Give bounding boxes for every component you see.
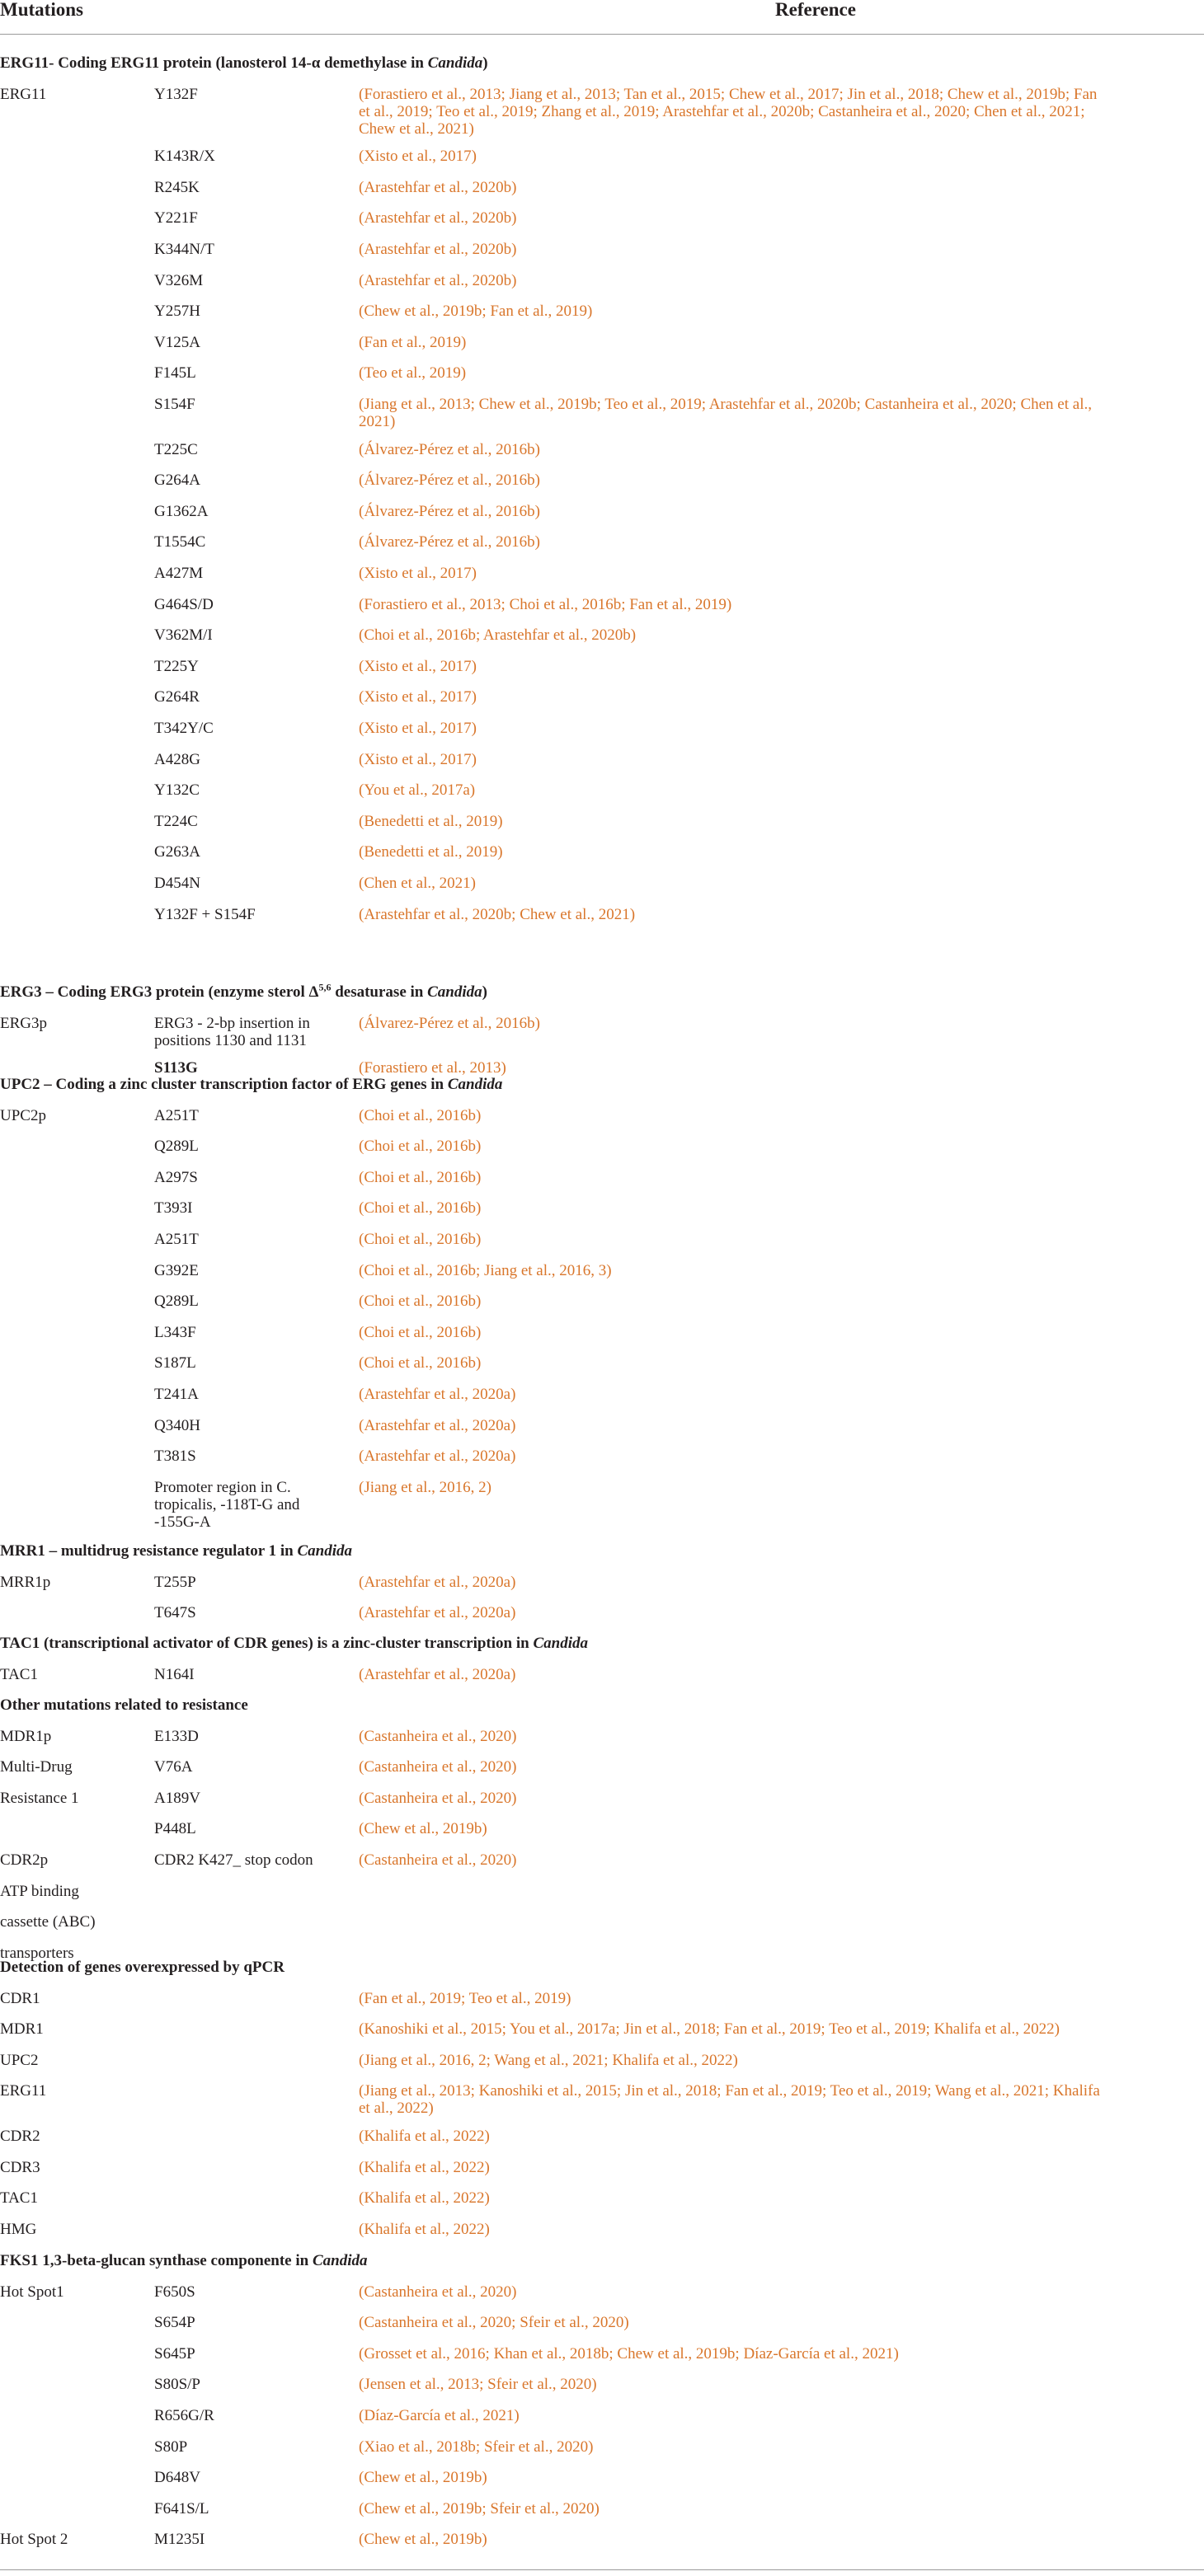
- reference-cell: (Jiang et al., 2013; Chew et al., 2019b; Teo et al., 2019; Arastehfar et al., 2020b; Castanheira et al., 2020; Chen et al.,: [359, 395, 1092, 413]
- mutation-cell: S154F: [154, 395, 195, 413]
- section-title: [0, 2252, 368, 2270]
- gene-cell: ERG3p: [0, 1014, 47, 1032]
- mutation-cell: T393I: [154, 1199, 193, 1218]
- gene-cell: CDR1: [0, 1989, 40, 2007]
- reference-cell: (Choi et al., 2016b): [359, 1106, 482, 1124]
- gene-cell: MRR1p: [0, 1573, 51, 1591]
- gene-cell: Hot Spot 2: [0, 2531, 68, 2549]
- gene-cell: ERG11: [0, 2082, 47, 2100]
- reference-cell: (Fan et al., 2019): [359, 333, 467, 351]
- gene-cell: transporters: [0, 1944, 74, 1962]
- mutation-cell: Promoter region in C.: [154, 1478, 291, 1496]
- mutation-cell: Q340H: [154, 1416, 200, 1434]
- mutation-cell: A251T: [154, 1230, 199, 1248]
- reference-cell: (Benedetti et al., 2019): [359, 843, 503, 861]
- mutation-cell: S113G: [154, 1059, 198, 1077]
- mutation-cell: T224C: [154, 812, 198, 830]
- reference-cell: (Arastehfar et al., 2020a): [359, 1385, 516, 1403]
- mutation-cell: N164I: [154, 1665, 195, 1683]
- mutation-cell: Y132C: [154, 781, 200, 800]
- reference-cell: (Álvarez-Pérez et al., 2016b): [359, 1014, 540, 1032]
- reference-cell: (Khalifa et al., 2022): [359, 2127, 490, 2145]
- header-rule: [0, 34, 1204, 35]
- reference-cell: (Teo et al., 2019): [359, 364, 467, 382]
- section-title-part: ERG11- Coding ERG11 protein (lanosterol 14-α demethylase in: [0, 54, 428, 72]
- reference-cell: (Khalifa et al., 2022): [359, 2189, 490, 2208]
- mutation-cell: Y132F: [154, 85, 198, 103]
- reference-cell: (Arastehfar et al., 2020b): [359, 240, 517, 258]
- header-reference: Reference: [775, 0, 856, 20]
- mutation-cell: M1235I: [154, 2531, 205, 2549]
- section-title-part: Other mutations related to resistance: [0, 1696, 248, 1714]
- mutation-cell: F650S: [154, 2283, 195, 2301]
- reference-cell: (Xisto et al., 2017): [359, 564, 477, 582]
- gene-cell: CDR2p: [0, 1851, 49, 1869]
- mutation-cell: tropicalis, -118T-G and: [154, 1495, 300, 1513]
- mutation-cell: D648V: [154, 2469, 200, 2487]
- mutation-cell: Y221F: [154, 209, 198, 228]
- section-title-part: Candida: [447, 1076, 503, 1093]
- gene-cell: UPC2: [0, 2051, 39, 2069]
- mutation-cell: P448L: [154, 1820, 196, 1838]
- reference-cell: (Castanheira et al., 2020): [359, 1758, 517, 1776]
- mutation-cell: T255P: [154, 1573, 196, 1591]
- reference-cell: (Chew et al., 2019b): [359, 2531, 487, 2549]
- reference-cell: (You et al., 2017a): [359, 781, 476, 800]
- mutation-cell: T647S: [154, 1604, 196, 1622]
- mutation-cell: G264R: [154, 688, 200, 706]
- mutation-cell: ERG3 - 2-bp insertion in: [154, 1014, 310, 1032]
- mutation-cell: G1362A: [154, 502, 209, 520]
- reference-cell: (Khalifa et al., 2022): [359, 2158, 490, 2176]
- reference-cell: (Choi et al., 2016b): [359, 1323, 482, 1341]
- reference-cell: (Castanheira et al., 2020): [359, 1789, 517, 1807]
- gene-cell: CDR2: [0, 2127, 40, 2145]
- section-title-part: ): [482, 983, 487, 1001]
- mutation-cell: G263A: [154, 843, 200, 861]
- mutation-cell: T381S: [154, 1448, 196, 1466]
- reference-cell: et al., 2022): [359, 2100, 434, 2118]
- mutation-cell: F641S/L: [154, 2499, 209, 2517]
- section-title-part: FKS1 1,3-beta-glucan synthase componente in: [0, 2252, 313, 2269]
- mutation-cell: S80S/P: [154, 2376, 200, 2394]
- reference-cell: (Forastiero et al., 2013): [359, 1059, 506, 1077]
- header-mutations: Mutations: [0, 0, 83, 20]
- mutation-cell: CDR2 K427_ stop codon: [154, 1851, 313, 1869]
- mutation-cell: R656G/R: [154, 2406, 214, 2424]
- mutation-cell: V326M: [154, 271, 204, 289]
- reference-cell: (Benedetti et al., 2019): [359, 812, 503, 830]
- mutation-cell: V76A: [154, 1758, 193, 1776]
- mutation-cell: A189V: [154, 1789, 200, 1807]
- mutation-cell: Q289L: [154, 1138, 199, 1156]
- reference-cell: (Arastehfar et al., 2020a): [359, 1665, 516, 1683]
- reference-cell: (Choi et al., 2016b): [359, 1230, 482, 1248]
- reference-cell: (Fan et al., 2019; Teo et al., 2019): [359, 1989, 571, 2007]
- gene-cell: UPC2p: [0, 1106, 46, 1124]
- mutation-cell: S80P: [154, 2438, 188, 2456]
- reference-cell: (Álvarez-Pérez et al., 2016b): [359, 472, 540, 490]
- reference-cell: Chew et al., 2021): [359, 120, 474, 138]
- reference-cell: et al., 2019; Teo et al., 2019; Zhang et al., 2019; Arastehfar et al., 2020b; Castanheira et al., 2020; Chen et al., 2021;: [359, 102, 1085, 120]
- reference-cell: (Choi et al., 2016b): [359, 1354, 482, 1372]
- mutation-cell: Y132F + S154F: [154, 905, 256, 923]
- reference-cell: (Xisto et al., 2017): [359, 148, 477, 166]
- mutation-cell: L343F: [154, 1323, 196, 1341]
- mutation-cell: A297S: [154, 1168, 198, 1186]
- mutation-cell: S187L: [154, 1354, 196, 1372]
- reference-cell: (Arastehfar et al., 2020b): [359, 178, 517, 196]
- mutation-cell: T1554C: [154, 533, 206, 551]
- gene-cell: Multi-Drug: [0, 1758, 73, 1776]
- reference-cell: (Arastehfar et al., 2020b; Chew et al., 2021): [359, 905, 636, 923]
- reference-cell: (Arastehfar et al., 2020a): [359, 1416, 516, 1434]
- mutation-cell: E133D: [154, 1727, 199, 1745]
- section-title: [0, 1635, 588, 1653]
- reference-cell: (Castanheira et al., 2020): [359, 1851, 517, 1869]
- section-title: [0, 1542, 352, 1560]
- reference-cell: (Choi et al., 2016b; Arastehfar et al., 2020b): [359, 626, 637, 645]
- section-title-part: Detection of genes overexpressed by qPCR: [0, 1959, 285, 1976]
- reference-cell: (Khalifa et al., 2022): [359, 2220, 490, 2238]
- mutation-cell: K344N/T: [154, 240, 214, 258]
- reference-cell: (Díaz-García et al., 2021): [359, 2406, 520, 2424]
- reference-cell: (Chen et al., 2021): [359, 874, 476, 892]
- reference-cell: (Grosset et al., 2016; Khan et al., 2018b; Chew et al., 2019b; Díaz-García et al., 2021): [359, 2344, 899, 2363]
- reference-cell: (Arastehfar et al., 2020b): [359, 209, 517, 228]
- gene-cell: HMG: [0, 2220, 37, 2238]
- section-title-part: Candida: [427, 54, 483, 72]
- mutation-cell: A251T: [154, 1106, 199, 1124]
- gene-cell: ATP binding: [0, 1882, 79, 1900]
- gene-cell: TAC1: [0, 1665, 38, 1683]
- reference-cell: (Castanheira et al., 2020): [359, 2283, 517, 2301]
- mutation-cell: T225C: [154, 440, 198, 458]
- reference-cell: (Jensen et al., 2013; Sfeir et al., 2020): [359, 2376, 597, 2394]
- reference-cell: (Choi et al., 2016b): [359, 1199, 482, 1218]
- section-title-part: Candida: [312, 2252, 368, 2269]
- gene-cell: ERG11: [0, 85, 47, 103]
- reference-cell: (Arastehfar et al., 2020a): [359, 1604, 516, 1622]
- mutation-cell: G392E: [154, 1261, 199, 1279]
- section-title: [0, 54, 488, 73]
- reference-cell: (Kanoshiki et al., 2015; You et al., 2017a; Jin et al., 2018; Fan et al., 2019; Teo et al., 2019; Khalifa et al., 2022): [359, 2020, 1061, 2039]
- gene-cell: Resistance 1: [0, 1789, 79, 1807]
- reference-cell: (Choi et al., 2016b): [359, 1138, 482, 1156]
- reference-cell: (Chew et al., 2019b): [359, 1820, 487, 1838]
- mutation-cell: S654P: [154, 2314, 195, 2332]
- mutation-cell: T342Y/C: [154, 719, 214, 737]
- reference-cell: 2021): [359, 412, 396, 430]
- mutation-cell: Q289L: [154, 1293, 199, 1311]
- reference-cell: (Jiang et al., 2013; Kanoshiki et al., 2015; Jin et al., 2018; Fan et al., 2019; Teo et al., 2019; Wang et al., 2021; Khalifa: [359, 2082, 1100, 2100]
- reference-cell: (Castanheira et al., 2020): [359, 1727, 517, 1745]
- reference-cell: (Choi et al., 2016b): [359, 1293, 482, 1311]
- section-title-part: MRR1 – multidrug resistance regulator 1 in: [0, 1542, 298, 1560]
- reference-cell: (Arastehfar et al., 2020b): [359, 271, 517, 289]
- reference-cell: (Álvarez-Pérez et al., 2016b): [359, 502, 540, 520]
- section-title-part: Candida: [297, 1542, 352, 1560]
- mutation-cell: V125A: [154, 333, 200, 351]
- section-title-part: Candida: [427, 983, 482, 1001]
- reference-cell: (Xisto et al., 2017): [359, 750, 477, 768]
- section-title: [0, 1959, 285, 1977]
- reference-cell: (Jiang et al., 2016, 2; Wang et al., 2021; Khalifa et al., 2022): [359, 2051, 738, 2069]
- mutation-cell: A428G: [154, 750, 200, 768]
- section-title-part: ERG3 – Coding ERG3 protein (enzyme sterol Δ: [0, 983, 319, 1001]
- section-title-part: TAC1 (transcriptional activator of CDR genes) is a zinc-cluster transcription in: [0, 1635, 534, 1652]
- reference-cell: (Xisto et al., 2017): [359, 688, 477, 706]
- mutation-cell: R245K: [154, 178, 200, 196]
- section-title-part: Candida: [533, 1635, 588, 1652]
- section-title: [0, 1696, 248, 1715]
- mutation-cell: D454N: [154, 874, 200, 892]
- reference-cell: (Álvarez-Pérez et al., 2016b): [359, 533, 540, 551]
- gene-cell: CDR3: [0, 2158, 40, 2176]
- reference-cell: (Choi et al., 2016b): [359, 1168, 482, 1186]
- section-title-part: ): [482, 54, 488, 72]
- mutation-cell: K143R/X: [154, 148, 215, 166]
- reference-cell: (Chew et al., 2019b; Fan et al., 2019): [359, 303, 593, 321]
- mutation-cell: F145L: [154, 364, 196, 382]
- gene-cell: TAC1: [0, 2189, 38, 2208]
- reference-cell: (Xiao et al., 2018b; Sfeir et al., 2020): [359, 2438, 594, 2456]
- mutation-cell: S645P: [154, 2344, 195, 2363]
- mutation-cell: positions 1130 and 1131: [154, 1031, 307, 1049]
- section-title: [0, 1076, 502, 1094]
- mutation-cell: Y257H: [154, 303, 200, 321]
- bottom-rule: [0, 2569, 1204, 2570]
- section-title-part: UPC2 – Coding a zinc cluster transcription factor of ERG genes in: [0, 1076, 448, 1093]
- reference-cell: (Arastehfar et al., 2020a): [359, 1448, 516, 1466]
- reference-cell: (Forastiero et al., 2013; Choi et al., 2016b; Fan et al., 2019): [359, 595, 732, 613]
- gene-cell: cassette (ABC): [0, 1913, 96, 1931]
- reference-cell: (Xisto et al., 2017): [359, 719, 477, 737]
- reference-cell: (Arastehfar et al., 2020a): [359, 1573, 516, 1591]
- reference-cell: (Forastiero et al., 2013; Jiang et al., 2013; Tan et al., 2015; Chew et al., 2017; Jin et al., 2018; Chew et al., 2019b; Fan: [359, 85, 1098, 103]
- reference-cell: (Castanheira et al., 2020; Sfeir et al., 2020): [359, 2314, 629, 2332]
- section-title-part: 5,6: [318, 981, 332, 993]
- mutation-cell: V362M/I: [154, 626, 213, 645]
- gene-cell: MDR1: [0, 2020, 44, 2039]
- reference-cell: (Álvarez-Pérez et al., 2016b): [359, 440, 540, 458]
- reference-cell: (Chew et al., 2019b; Sfeir et al., 2020): [359, 2499, 600, 2517]
- section-title-part: desaturase in: [331, 983, 428, 1001]
- mutation-cell: G264A: [154, 472, 200, 490]
- section-title: [0, 983, 487, 1002]
- reference-cell: (Chew et al., 2019b): [359, 2469, 487, 2487]
- gene-cell: Hot Spot1: [0, 2283, 64, 2301]
- reference-cell: (Choi et al., 2016b; Jiang et al., 2016, 3): [359, 1261, 612, 1279]
- mutation-cell: A427M: [154, 564, 204, 582]
- gene-cell: MDR1p: [0, 1727, 52, 1745]
- mutation-cell: T225Y: [154, 657, 199, 675]
- mutation-cell: -155G-A: [154, 1513, 211, 1531]
- mutation-cell: T241A: [154, 1385, 199, 1403]
- reference-cell: (Jiang et al., 2016, 2): [359, 1478, 491, 1496]
- mutation-cell: G464S/D: [154, 595, 214, 613]
- reference-cell: (Xisto et al., 2017): [359, 657, 477, 675]
